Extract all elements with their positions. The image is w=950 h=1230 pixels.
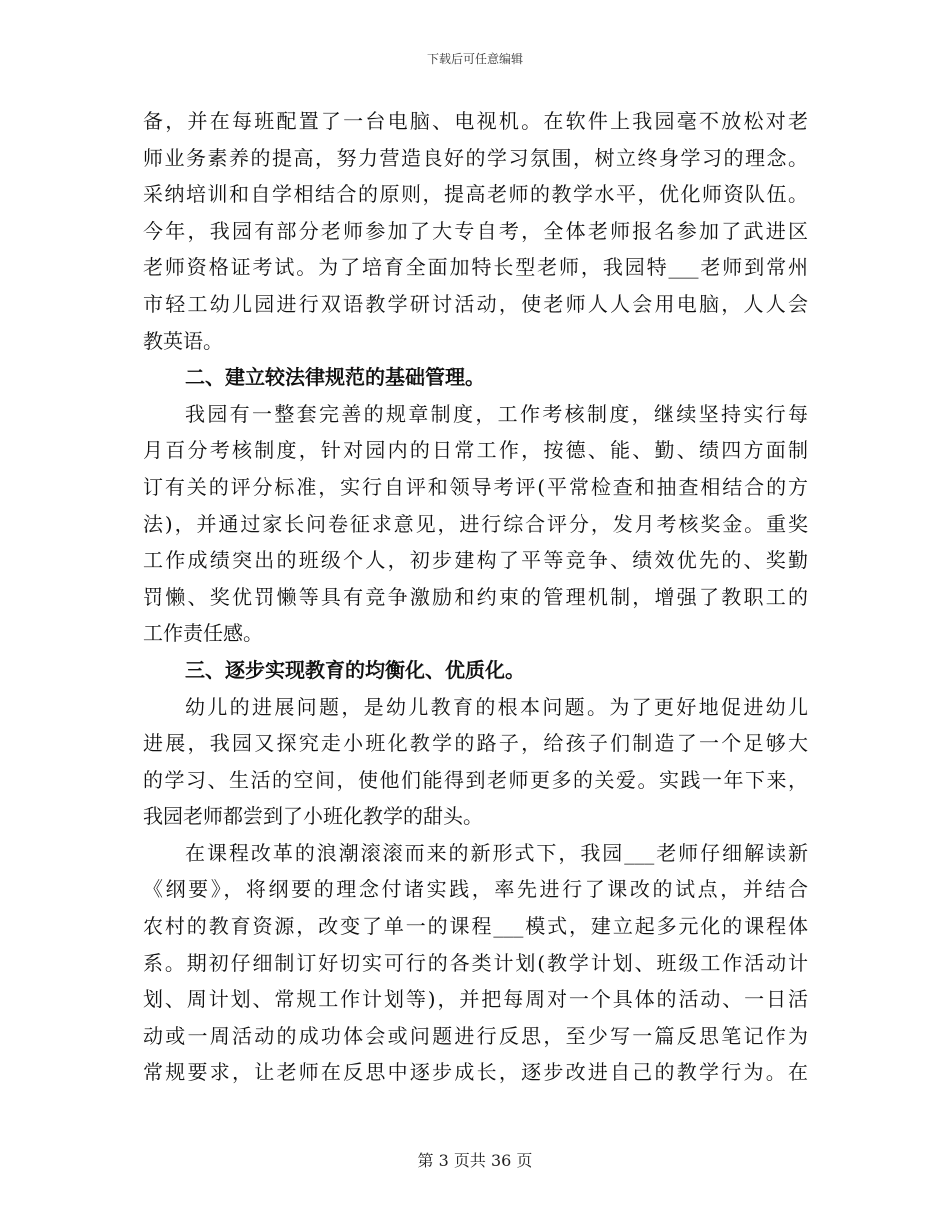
text-line: 进展，我园又探究走小班化教学的路子，给孩子们制造了一个足够大 <box>143 731 808 756</box>
text-line: 在课程改革的浪潮滚滚而来的新形式下，我园___老师仔细解读新 <box>185 840 808 865</box>
page-header: 下载后可任意编辑 <box>426 52 523 66</box>
text-line: 常规要求，让老师在反思中逐步成长，逐步改进自己的教学行为。在 <box>143 1060 808 1085</box>
text-line: 系。期初仔细制订好切实可行的各类计划(教学计划、班级工作活动计 <box>143 950 808 975</box>
text-line: 我园有一整套完善的规章制度，工作考核制度，继续坚持实行每 <box>185 401 808 426</box>
text-line: 罚懒、奖优罚懒等具有竞争激励和约束的管理机制，增强了教职工的 <box>143 584 808 609</box>
text-line: 《纲要》，将纲要的理念付诸实践，率先进行了课改的试点，并结合 <box>143 877 808 902</box>
text-line: 月百分考核制度，针对园内的日常工作，按德、能、勤、绩四方面制 <box>143 438 808 463</box>
text-line: 动或一周活动的成功体会或问题进行反思，至少写一篇反思笔记作为 <box>143 1023 808 1048</box>
text-line: 法)，并通过家长问卷征求意见，进行综合评分，发月考核奖金。重奖 <box>143 511 808 536</box>
document-body <box>143 103 808 1091</box>
text-line: 划、周计划、常规工作计划等)，并把每周对一个具体的活动、一日活 <box>143 987 808 1012</box>
text-line: 工作责任感。 <box>143 621 263 646</box>
text-line: 老师资格证考试。为了培育全面加特长型老师，我园特___老师到常州 <box>143 255 808 280</box>
text-line: 教英语。 <box>143 328 223 353</box>
text-line: 师业务素养的提高，努力营造良好的学习氛围，树立终身学习的理念。 <box>143 145 808 170</box>
page-number-footer: 第 3 页共 36 页 <box>417 1151 533 1170</box>
section-heading: 二、建立较法律规范的基础管理。 <box>185 365 485 390</box>
text-line: 工作成绩突出的班级个人，初步建构了平等竞争、绩效优先的、奖勤 <box>143 548 808 573</box>
text-line: 我园老师都尝到了小班化教学的甜头。 <box>143 804 483 829</box>
text-line: 市轻工幼儿园进行双语教学研讨活动，使老师人人会用电脑，人人会 <box>143 291 808 316</box>
text-line: 农村的教育资源，改变了单一的课程___模式，建立起多元化的课程体 <box>143 914 808 939</box>
section-heading: 三、逐步实现教育的均衡化、优质化。 <box>185 657 525 682</box>
text-line: 的学习、生活的空间，使他们能得到老师更多的关爱。实践一年下来， <box>143 767 808 792</box>
text-line: 今年，我园有部分老师参加了大专自考，全体老师报名参加了武进区 <box>143 218 808 243</box>
text-line: 幼儿的进展问题，是幼儿教育的根本问题。为了更好地促进幼儿 <box>185 694 808 719</box>
text-line: 备，并在每班配置了一台电脑、电视机。在软件上我园毫不放松对老 <box>143 109 808 133</box>
text-line: 订有关的评分标准，实行自评和领导考评(平常检查和抽查相结合的方 <box>143 474 808 499</box>
text-line: 采纳培训和自学相结合的原则，提高老师的教学水平，优化师资队伍。 <box>143 182 808 207</box>
